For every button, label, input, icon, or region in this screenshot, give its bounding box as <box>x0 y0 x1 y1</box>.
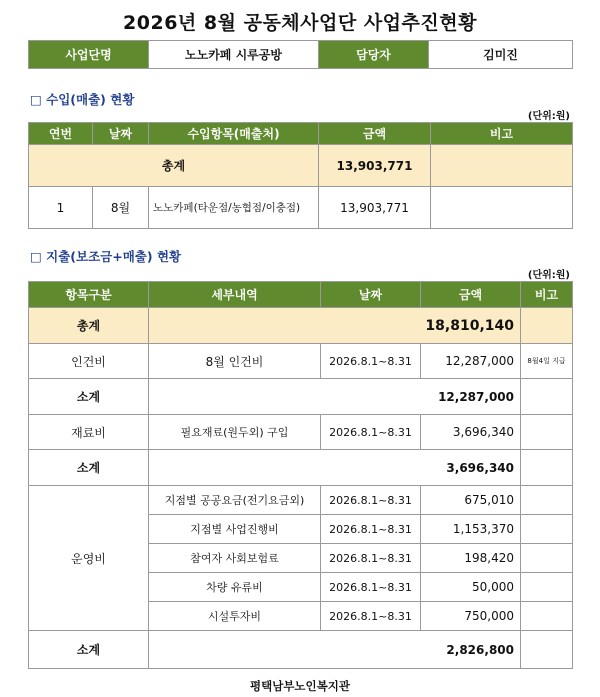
materials-amount: 3,696,340 <box>421 415 521 450</box>
operating-subtotal-amount: 2,826,800 <box>149 631 521 669</box>
operating-amount: 1,153,370 <box>421 515 521 544</box>
operating-note <box>521 515 573 544</box>
expense-header-category: 항목구분 <box>29 282 149 308</box>
table-row <box>29 379 573 415</box>
table-row <box>29 344 573 379</box>
income-heading: □ 수입(매출) 현황 <box>30 92 135 107</box>
table-row <box>29 631 573 669</box>
materials-subtotal-label: 소계 <box>29 450 149 486</box>
expense-header-detail: 세부내역 <box>149 282 321 308</box>
expense-table <box>28 281 573 669</box>
table-row <box>29 450 573 486</box>
expense-total-label: 총계 <box>29 308 149 344</box>
income-table <box>28 122 573 229</box>
page-title: 2026년 8월 공동체사업단 사업추진현황 <box>123 12 477 34</box>
expense-total-note <box>521 308 573 344</box>
operating-date: 2026.8.1~8.31 <box>321 544 421 573</box>
table-row <box>29 187 573 229</box>
operating-detail: 시설투자비 <box>149 602 321 631</box>
income-header-item: 수입항목(매출처) <box>149 123 319 145</box>
footer-organization: 평택남부노인복지관 <box>250 679 350 693</box>
table-row <box>29 486 573 515</box>
manager-label: 담당자 <box>319 41 429 69</box>
income-header-amount: 금액 <box>319 123 431 145</box>
labor-category: 인건비 <box>29 344 149 379</box>
team-value: 노노카페 시루공방 <box>149 41 319 69</box>
operating-date: 2026.8.1~8.31 <box>321 602 421 631</box>
operating-date: 2026.8.1~8.31 <box>321 515 421 544</box>
income-row-no: 1 <box>29 187 93 229</box>
labor-subtotal-label: 소계 <box>29 379 149 415</box>
operating-note <box>521 573 573 602</box>
operating-subtotal-label: 소계 <box>29 631 149 669</box>
team-label: 사업단명 <box>29 41 149 69</box>
income-row-item: 노노카페(타운점/농협점/이충점) <box>149 187 319 229</box>
labor-note: 8월4일 지급 <box>521 344 573 379</box>
labor-amount: 12,287,000 <box>421 344 521 379</box>
operating-detail: 참여자 사회보험료 <box>149 544 321 573</box>
income-header-note: 비고 <box>431 123 573 145</box>
operating-detail: 지점별 사업진행비 <box>149 515 321 544</box>
operating-date: 2026.8.1~8.31 <box>321 486 421 515</box>
materials-category: 재료비 <box>29 415 149 450</box>
business-info-table <box>28 40 573 69</box>
labor-detail: 8월 인건비 <box>149 344 321 379</box>
income-header-date: 날짜 <box>93 123 149 145</box>
operating-amount: 50,000 <box>421 573 521 602</box>
expense-header-date: 날짜 <box>321 282 421 308</box>
expense-total-amount: 18,810,140 <box>149 308 521 344</box>
labor-date: 2026.8.1~8.31 <box>321 344 421 379</box>
operating-date: 2026.8.1~8.31 <box>321 573 421 602</box>
income-unit: (단위:원) <box>527 111 570 122</box>
income-total-label: 총계 <box>29 145 319 187</box>
operating-amount: 750,000 <box>421 602 521 631</box>
expense-unit: (단위:원) <box>527 270 570 281</box>
income-row-date: 8월 <box>93 187 149 229</box>
materials-subtotal-note <box>521 450 573 486</box>
income-row-note <box>431 187 573 229</box>
labor-subtotal-note <box>521 379 573 415</box>
operating-amount: 198,420 <box>421 544 521 573</box>
operating-note <box>521 602 573 631</box>
operating-category: 운영비 <box>29 486 149 631</box>
income-row-amount: 13,903,771 <box>319 187 431 229</box>
income-header-no: 연번 <box>29 123 93 145</box>
labor-subtotal-amount: 12,287,000 <box>149 379 521 415</box>
operating-subtotal-note <box>521 631 573 669</box>
materials-date: 2026.8.1~8.31 <box>321 415 421 450</box>
materials-detail: 필요재료(원두외) 구입 <box>149 415 321 450</box>
expense-heading: □ 지출(보조금+매출) 현황 <box>30 249 182 264</box>
expense-header-amount: 금액 <box>421 282 521 308</box>
operating-amount: 675,010 <box>421 486 521 515</box>
table-row <box>29 415 573 450</box>
income-total-amount: 13,903,771 <box>319 145 431 187</box>
operating-detail: 지점별 공공요금(전기요금외) <box>149 486 321 515</box>
manager-value: 김미진 <box>429 41 573 69</box>
operating-note <box>521 486 573 515</box>
operating-note <box>521 544 573 573</box>
income-total-note <box>431 145 573 187</box>
materials-subtotal-amount: 3,696,340 <box>149 450 521 486</box>
materials-note <box>521 415 573 450</box>
operating-detail: 차량 유류비 <box>149 573 321 602</box>
expense-header-note: 비고 <box>521 282 573 308</box>
